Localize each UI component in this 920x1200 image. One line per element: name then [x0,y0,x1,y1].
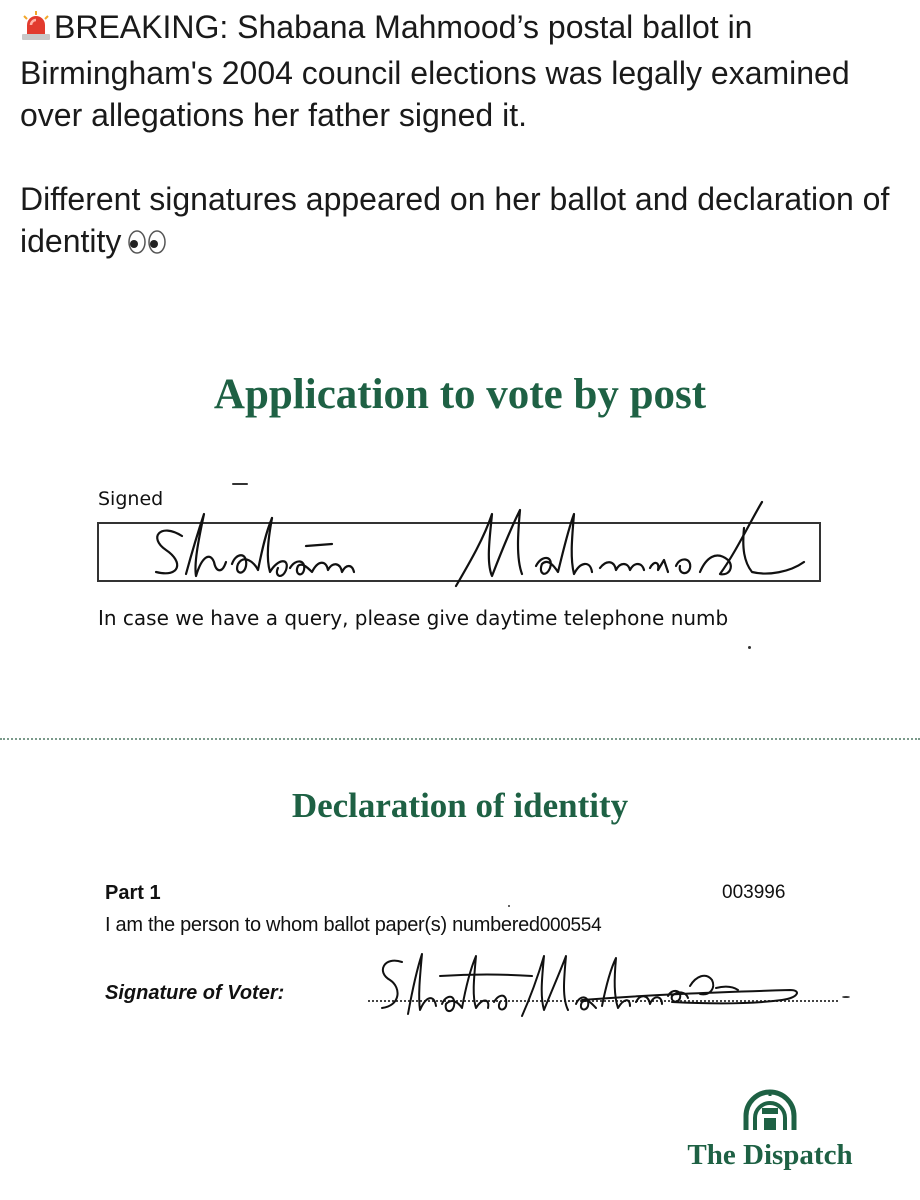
post-paragraph2-text: Different signatures appeared on her ballot and declaration of identity [20,181,890,259]
signed-label: Signed [98,488,164,510]
post-paragraph-breaking [20,6,900,136]
declaration-heading: Declaration of identity [291,786,629,825]
scan-speck [508,905,510,907]
ballot-number-top: 003996 [722,882,786,903]
part-label: Part 1 [105,882,161,904]
post-text [20,6,900,265]
section-divider [0,738,920,740]
scan-speck [232,483,248,485]
ballot-number-inline: 000554 [539,915,602,936]
signature-of-voter-label: Signature of Voter: [105,982,285,1004]
handwritten-signature-declaration [372,946,852,1031]
scan-speck [748,646,751,649]
person-declaration-text: I am the person to whom ballot paper(s) numbered [105,914,540,936]
siren-icon [20,10,52,52]
post-paragraph1-text: BREAKING: Shabana Mahmood’s postal ballot in Birmingham's 2004 council elections was legally examined over allegations her father signed it. [20,9,850,133]
application-heading: Application to vote by post [213,371,707,418]
brand-mark [680,1088,860,1172]
brand-name: The Dispatch [687,1139,853,1171]
handwritten-signature-application [140,492,820,597]
post-paragraph-signatures [20,178,900,265]
person-declaration-line [105,914,601,937]
telephone-query-text: In case we have a query, please give daytime telephone numb [98,606,729,630]
archway-logo-icon [680,1088,860,1137]
eyes-icon [127,223,167,265]
scan-speck [842,996,850,998]
